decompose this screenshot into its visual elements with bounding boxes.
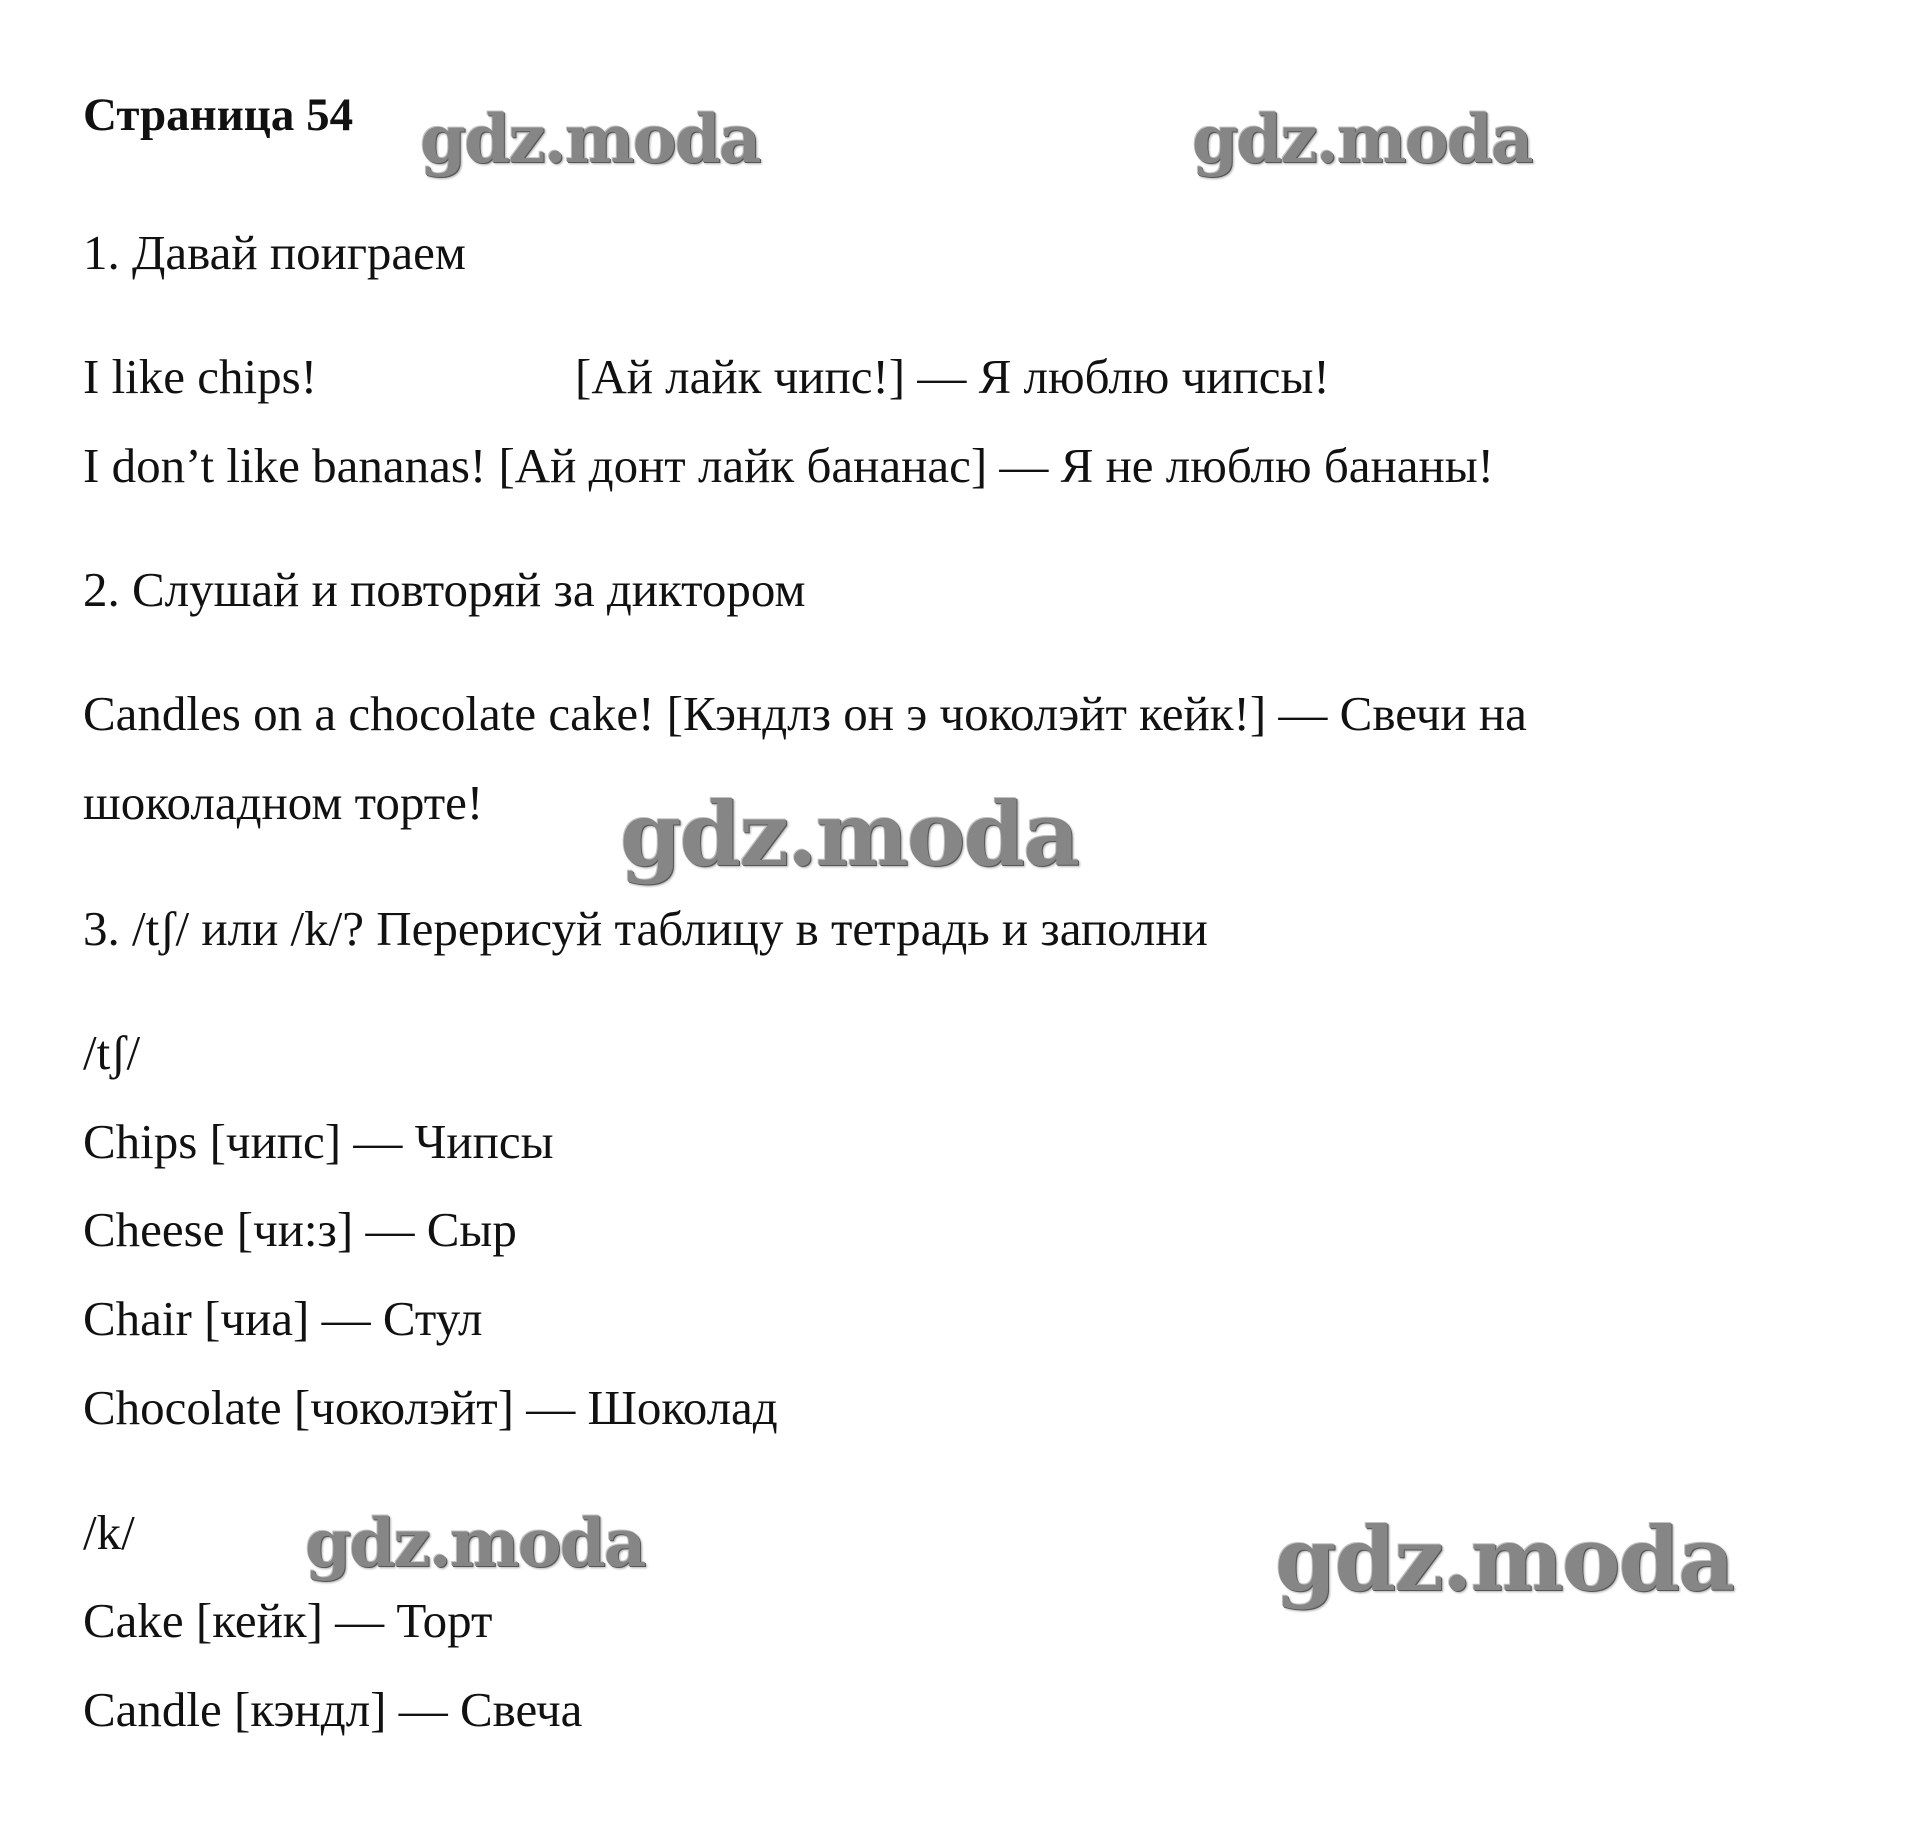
page-title: Страница 54 — [83, 89, 354, 141]
section-3-heading: 3. /tʃ/ или /k/? Перерисуй таблицу в тетрадь и заполни — [83, 901, 1208, 956]
group-2-item: Candle [кэндл] — Свеча — [83, 1682, 583, 1737]
section-2-line-1: Candles on a chocolate cake! [Кэндлз он э чоколэйт кейк!] — Свечи на — [83, 686, 1527, 741]
group-1-item: Chocolate [чоколэйт] — Шоколад — [83, 1380, 778, 1435]
group-1-item: Chair [чиа] — Стул — [83, 1291, 483, 1346]
section-2-line-2: шоколадном торте! — [83, 775, 484, 830]
group-2-item: Cake [кейк] — Торт — [83, 1593, 493, 1648]
watermark-logo: gdz.moda — [620, 782, 1079, 886]
group-1-label: /tʃ/ — [83, 1025, 141, 1080]
watermark-logo: gdz.moda — [420, 100, 760, 178]
section-2-heading: 2. Слушай и повторяй за диктором — [83, 562, 806, 617]
section-1-line-1-translation: [Ай лайк чипс!] — Я люблю чипсы! — [575, 349, 1330, 404]
watermark-logo: gdz.moda — [1192, 100, 1532, 178]
section-1-line-1-english: I like chips! — [83, 349, 318, 404]
group-2-label: /k/ — [83, 1505, 135, 1560]
group-1-item: Chips [чипс] — Чипсы — [83, 1114, 554, 1169]
watermark-logo: gdz.moda — [305, 1504, 645, 1582]
section-1-heading: 1. Давай поиграем — [83, 225, 466, 280]
section-1-line-2: I don’t like bananas! [Ай донт лайк бананас] — Я не люблю бананы! — [83, 438, 1494, 493]
watermark-logo: gdz.moda — [1275, 1507, 1734, 1611]
group-1-item: Cheese [чи:з] — Сыр — [83, 1202, 517, 1257]
